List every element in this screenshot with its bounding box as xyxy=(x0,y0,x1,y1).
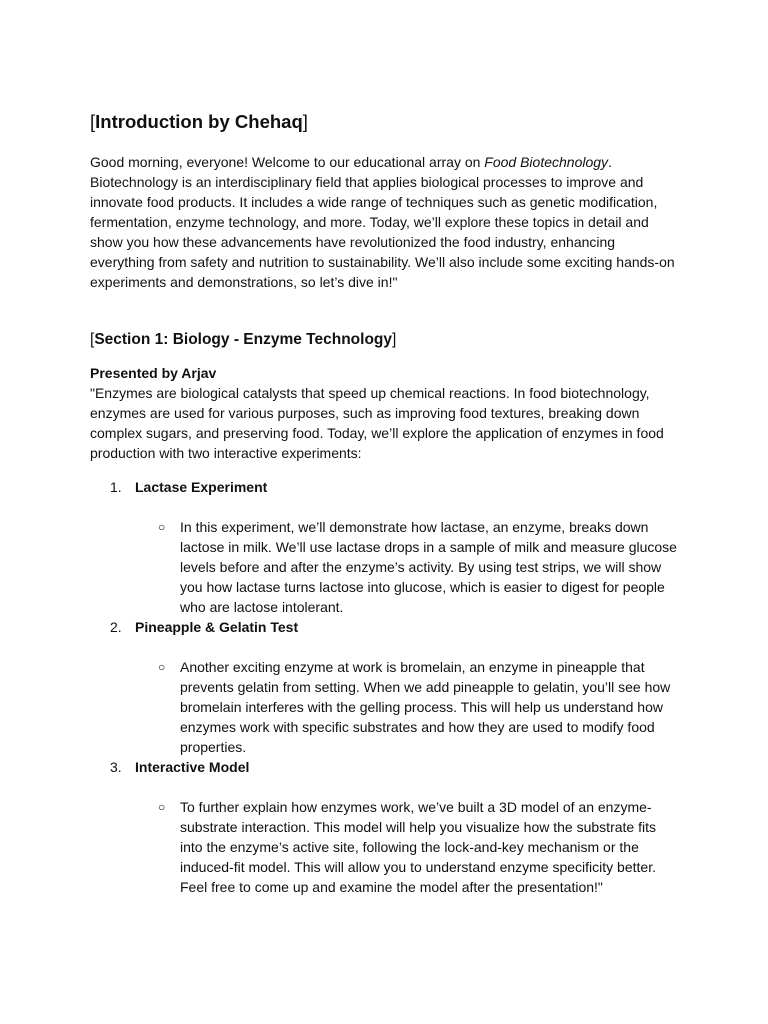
intro-paragraph xyxy=(90,152,680,292)
list-item-number: 1. xyxy=(110,479,122,495)
experiment-list xyxy=(90,477,680,897)
list-item xyxy=(90,617,680,757)
sub-list-item-text: Another exciting enzyme at work is bromelain, an enzyme in pineapple that prevents gelatin from setting. When we add pineapple to gelatin, you’ll see how bromelain interferes with the gelling process. This will help us understand how enzymes work with specific substrates and how they are used to modify food properties. xyxy=(180,659,671,755)
section1-heading-open-bracket: [ xyxy=(90,331,95,348)
hollow-bullet-icon: ○ xyxy=(158,520,166,534)
list-item xyxy=(90,757,680,897)
section1-presenter: Presented by Arjav xyxy=(90,365,217,381)
intro-paragraph-rest: . Biotechnology is an interdisciplinary field that applies biological processes to improve and innovate food products. It includes a wide range of techniques such as genetic modification, fermentation, enzyme technology, and more. Today, we’ll explore these topics in detail and show you how these advancements have revolutionized the food industry, enhancing everything from safety and nutrition to sustainability. We’ll also include some exciting hands-on experiments and demonstrations, so let’s dive in!" xyxy=(90,154,675,290)
list-item xyxy=(90,477,680,617)
sub-list xyxy=(90,517,680,617)
section1-heading xyxy=(90,328,680,352)
intro-heading-text: Introduction by Chehaq xyxy=(95,111,303,132)
sub-list-item-text: In this experiment, we’ll demonstrate how lactase, an enzyme, breaks down lactose in milk. We’ll use lactase drops in a sample of milk and measure glucose levels before and after the enzyme’s activity. By using test strips, we will show you how lactase turns lactose into glucose, which is easier to digest for people who are lactose intolerant. xyxy=(180,519,677,615)
intro-paragraph-italic: Food Biotechnology xyxy=(484,154,609,170)
section1-heading-close-bracket: ] xyxy=(392,331,397,348)
section1-heading-text: Section 1: Biology - Enzyme Technology xyxy=(94,331,393,348)
hollow-bullet-icon: ○ xyxy=(158,800,166,814)
list-item-number: 2. xyxy=(110,619,122,635)
intro-heading xyxy=(90,108,680,136)
intro-paragraph-start: Good morning, everyone! Welcome to our educational array on xyxy=(90,154,485,170)
document-page xyxy=(90,108,680,897)
list-item-title: Interactive Model xyxy=(135,759,250,775)
intro-heading-close-bracket: ] xyxy=(302,111,308,132)
hollow-bullet-icon: ○ xyxy=(158,660,166,674)
sub-list-item xyxy=(158,797,680,897)
sub-list-item-text: To further explain how enzymes work, we’ve built a 3D model of an enzyme-substrate interaction. This model will help you visualize how the substrate fits into the enzyme’s active site, following the lock-and-key mechanism or the induced-fit model. This will allow you to understand enzyme specificity better. Feel free to come up and examine the model after the presentation!" xyxy=(180,799,656,895)
list-item-title: Pineapple & Gelatin Test xyxy=(135,619,299,635)
intro-heading-open-bracket: [ xyxy=(90,111,96,132)
sub-list-item xyxy=(158,657,680,757)
section1-intro-paragraph: "Enzymes are biological catalysts that speed up chemical reactions. In food biotechnology, enzymes are used for various purposes, such as improving food textures, breaking down complex sugars, and preserving food. Today, we’ll explore the application of enzymes in food production with two interactive experiments: xyxy=(90,385,664,461)
list-item-number: 3. xyxy=(110,759,122,775)
sub-list xyxy=(90,657,680,757)
list-item-title: Lactase Experiment xyxy=(135,479,268,495)
sub-list xyxy=(90,797,680,897)
sub-list-item xyxy=(158,517,680,617)
